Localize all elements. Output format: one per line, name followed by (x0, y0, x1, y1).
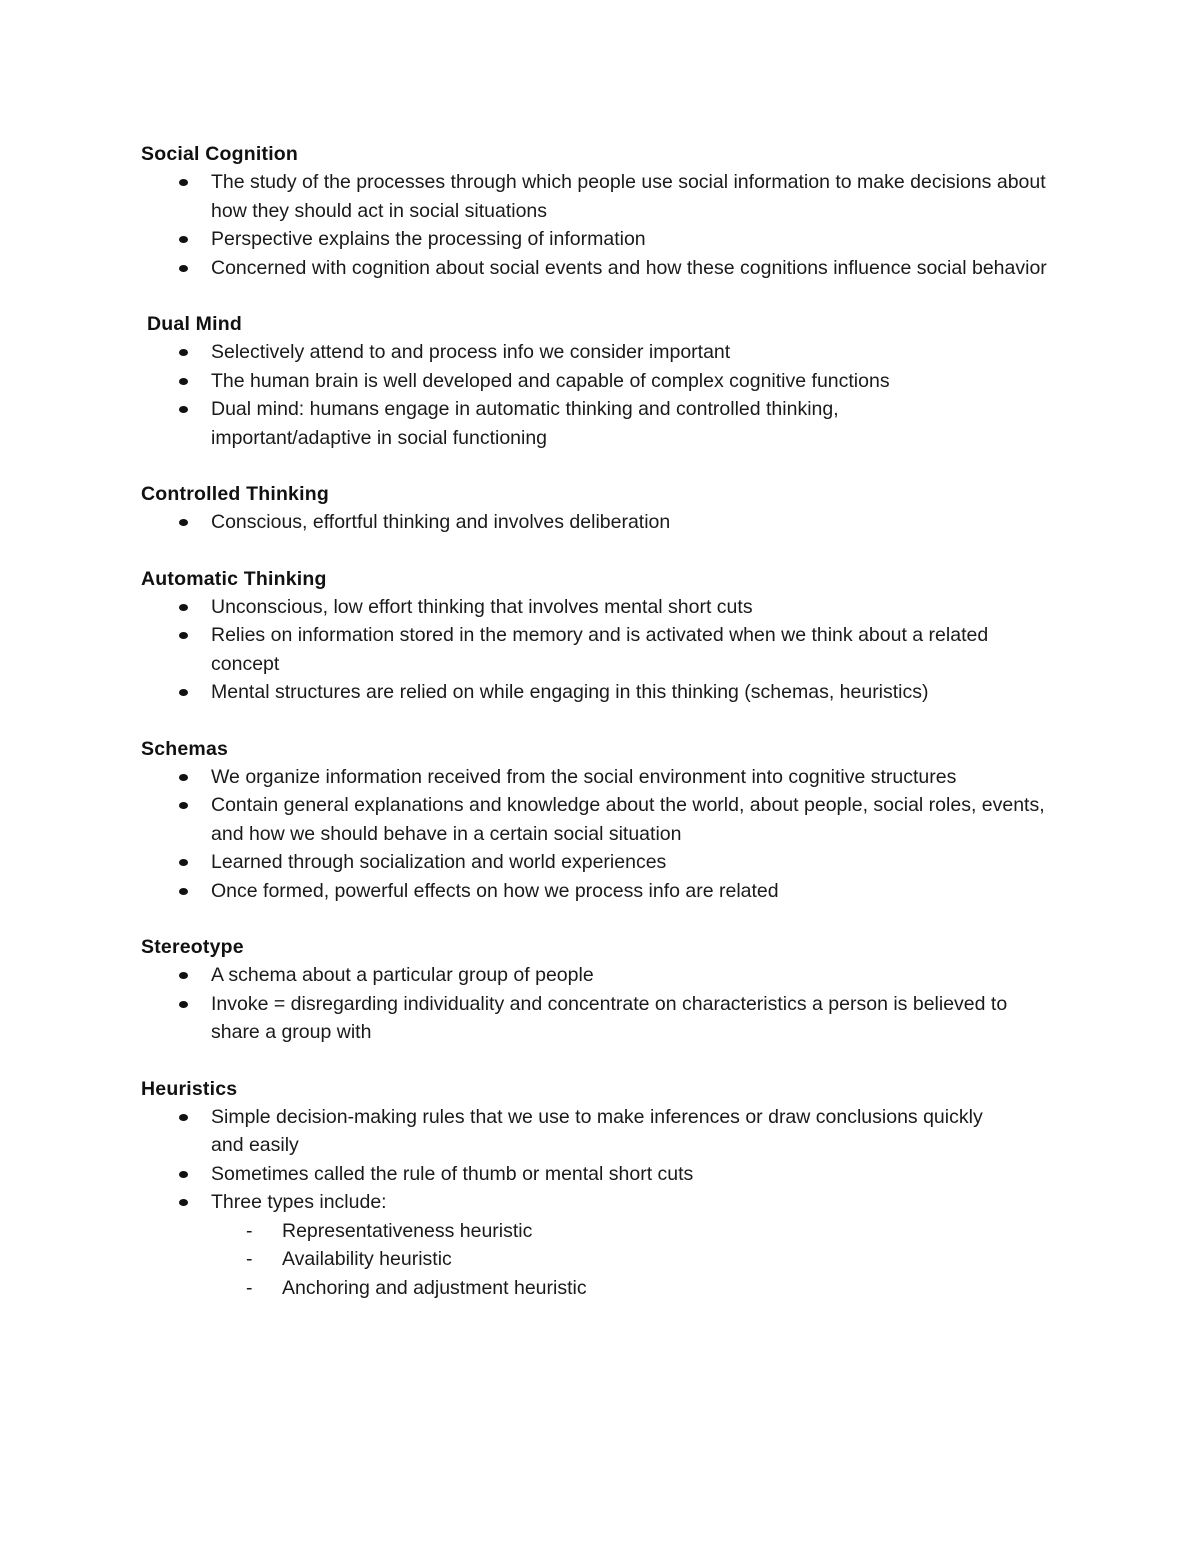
list-item: Three types include: - Representativeness heuristic - Availability heuristic - Anchoring and adjustment heuristic (141, 1188, 1071, 1302)
dash-bullet-icon: - (246, 1276, 253, 1299)
bullet-list (141, 763, 1071, 906)
bullet-icon (179, 802, 188, 809)
bullet-icon (179, 689, 188, 696)
bullet-list (141, 338, 1071, 452)
list-item: Unconscious, low effort thinking that involves mental short cuts (141, 593, 1071, 622)
list-item: Simple decision-making rules that we use to make inferences or draw conclusions quickly and easily (141, 1103, 1011, 1160)
list-item: A schema about a particular group of people (141, 961, 1071, 990)
bullet-icon (179, 406, 188, 413)
bullet-icon (179, 236, 188, 243)
bullet-icon (179, 1199, 188, 1206)
list-item: Concerned with cognition about social events and how these cognitions influence social behavior (141, 254, 1057, 283)
section-heading: Social Cognition (141, 143, 299, 165)
bullet-icon (179, 519, 188, 526)
list-item: Perspective explains the processing of information (141, 225, 1071, 254)
section-heading: Dual Mind (147, 313, 242, 335)
list-item: Dual mind: humans engage in automatic thinking and controlled thinking, important/adaptive in social functioning (141, 395, 986, 452)
bullet-icon (179, 1171, 188, 1178)
list-item: Sometimes called the rule of thumb or mental short cuts (141, 1160, 1071, 1189)
list-item: Once formed, powerful effects on how we process info are related (141, 877, 1071, 906)
bullet-icon (179, 179, 188, 186)
list-item: Conscious, effortful thinking and involves deliberation (141, 508, 1071, 537)
list-item: The study of the processes through which people use social information to make decisions about how they should act in social situations (141, 168, 1057, 225)
section-dual-mind (141, 310, 1071, 452)
section-social-cognition (141, 140, 1071, 282)
list-item: Contain general explanations and knowledge about the world, about people, social roles, events, and how we should behave in a certain social situation (141, 791, 1071, 848)
bullet-icon (179, 888, 188, 895)
bullet-list (141, 168, 1071, 282)
list-item: Learned through socialization and world experiences (141, 848, 1071, 877)
bullet-icon (179, 1114, 188, 1121)
bullet-icon (179, 632, 188, 639)
sub-list-item: - Availability heuristic (141, 1245, 1071, 1274)
dash-bullet-icon: - (246, 1248, 253, 1270)
bullet-list (141, 508, 1071, 537)
bullet-icon (179, 859, 188, 866)
bullet-icon (179, 349, 188, 356)
sub-list-item: - Representativeness heuristic (141, 1217, 1071, 1246)
list-item: The human brain is well developed and capable of complex cognitive functions (141, 367, 1071, 396)
bullet-icon (179, 604, 188, 611)
sub-list (211, 1217, 1071, 1303)
section-controlled-thinking (141, 480, 1071, 537)
section-heading: Controlled Thinking (141, 483, 329, 505)
bullet-list (141, 961, 1071, 1047)
bullet-icon (179, 972, 188, 979)
bullet-icon (179, 378, 188, 385)
section-heading: Schemas (141, 737, 229, 760)
section-heading: Stereotype (141, 936, 244, 958)
list-item: Selectively attend to and process info we consider important (141, 338, 1071, 367)
bullet-icon (179, 265, 188, 272)
section-stereotype (141, 933, 1071, 1047)
section-heading: Heuristics (141, 1077, 238, 1100)
dash-bullet-icon: - (246, 1219, 253, 1242)
bullet-list (141, 1103, 1071, 1303)
list-item: We organize information received from the social environment into cognitive structures (141, 763, 1071, 792)
list-item: Relies on information stored in the memory and is activated when we think about a related concept (141, 621, 1041, 678)
document-page (141, 140, 1071, 1302)
section-automatic-thinking (141, 565, 1071, 707)
section-schemas (141, 735, 1071, 906)
section-heuristics (141, 1075, 1071, 1303)
bullet-icon (179, 774, 188, 781)
section-heading: Automatic Thinking (141, 567, 327, 590)
list-item: Mental structures are relied on while engaging in this thinking (schemas, heuristics) (141, 678, 1071, 707)
bullet-list (141, 593, 1071, 707)
list-item: Invoke = disregarding individuality and concentrate on characteristics a person is believed to share a group with (141, 990, 1057, 1047)
sub-list-item: - Anchoring and adjustment heuristic (141, 1274, 1071, 1303)
bullet-icon (179, 1001, 188, 1008)
